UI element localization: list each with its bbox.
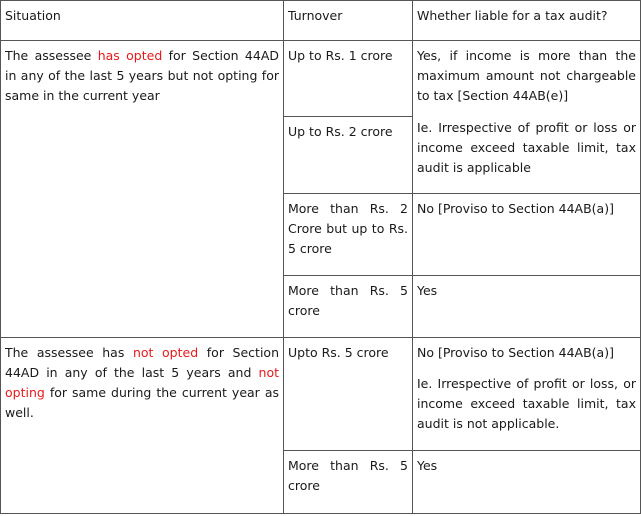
table-row [1, 41, 641, 117]
liable-text: No [Proviso to Section 44AB(a)] [417, 201, 614, 216]
turnover-text: Up to Rs. 1 crore [288, 48, 393, 63]
situation-text-part: for Section 44AD in any of the last 5 years but not opting for same in the current year [5, 48, 279, 103]
turnover-cell [284, 117, 413, 194]
header-row [1, 1, 641, 41]
situation-text-part: The assessee has [5, 345, 133, 360]
highlight-not-opted: not opted [132, 345, 199, 360]
turnover-cell [284, 41, 413, 117]
liable-cell [413, 276, 641, 338]
table-row [1, 338, 641, 451]
header-turnover: Turnover [284, 1, 413, 41]
turnover-text: More than Rs. 5 crore [288, 283, 408, 318]
liable-text: Yes [417, 283, 438, 298]
highlight-not-opting: not opting [5, 365, 279, 400]
highlight-has-opted: has opted [97, 48, 163, 63]
liable-cell [413, 338, 641, 451]
situation-opted-text [5, 46, 279, 106]
turnover-text: Upto Rs. 5 crore [288, 345, 389, 360]
situation-not-opted-cell [1, 338, 284, 514]
turnover-cell [284, 451, 413, 514]
situation-opted-cell [1, 41, 284, 338]
situation-text-part: for same during the current year as well. [5, 385, 279, 420]
turnover-text: Up to Rs. 2 crore [288, 124, 393, 139]
liable-text: Yes, if income is more than the maximum amount not chargeable to tax [Section 44AB(e)] [417, 48, 636, 103]
header-liable: Whether liable for a tax audit? [413, 1, 641, 41]
turnover-text: More than Rs. 2 Crore but up to Rs. 5 crore [288, 201, 408, 256]
liable-text: No [Proviso to Section 44AB(a)] [417, 345, 614, 360]
header-situation: Situation [1, 1, 284, 41]
situation-text-part: for Section 44AD in any of the last 5 years and [5, 345, 280, 380]
liable-note-text: Ie. Irrespective of profit or loss, or income exceed taxable limit, tax audit is not applicable. [417, 376, 636, 431]
liable-cell [413, 451, 641, 514]
liable-cell [413, 194, 641, 276]
turnover-cell [284, 194, 413, 276]
liable-text: Yes [417, 458, 438, 473]
situation-not-opted-text [5, 343, 279, 423]
turnover-cell [284, 276, 413, 338]
turnover-cell [284, 338, 413, 451]
liable-note-text: Ie. Irrespective of profit or loss or income exceed taxable limit, tax audit is applicable [417, 120, 636, 175]
situation-text-part: The assessee [5, 48, 98, 63]
turnover-text: More than Rs. 5 crore [288, 458, 408, 493]
liable-cell [413, 41, 641, 194]
